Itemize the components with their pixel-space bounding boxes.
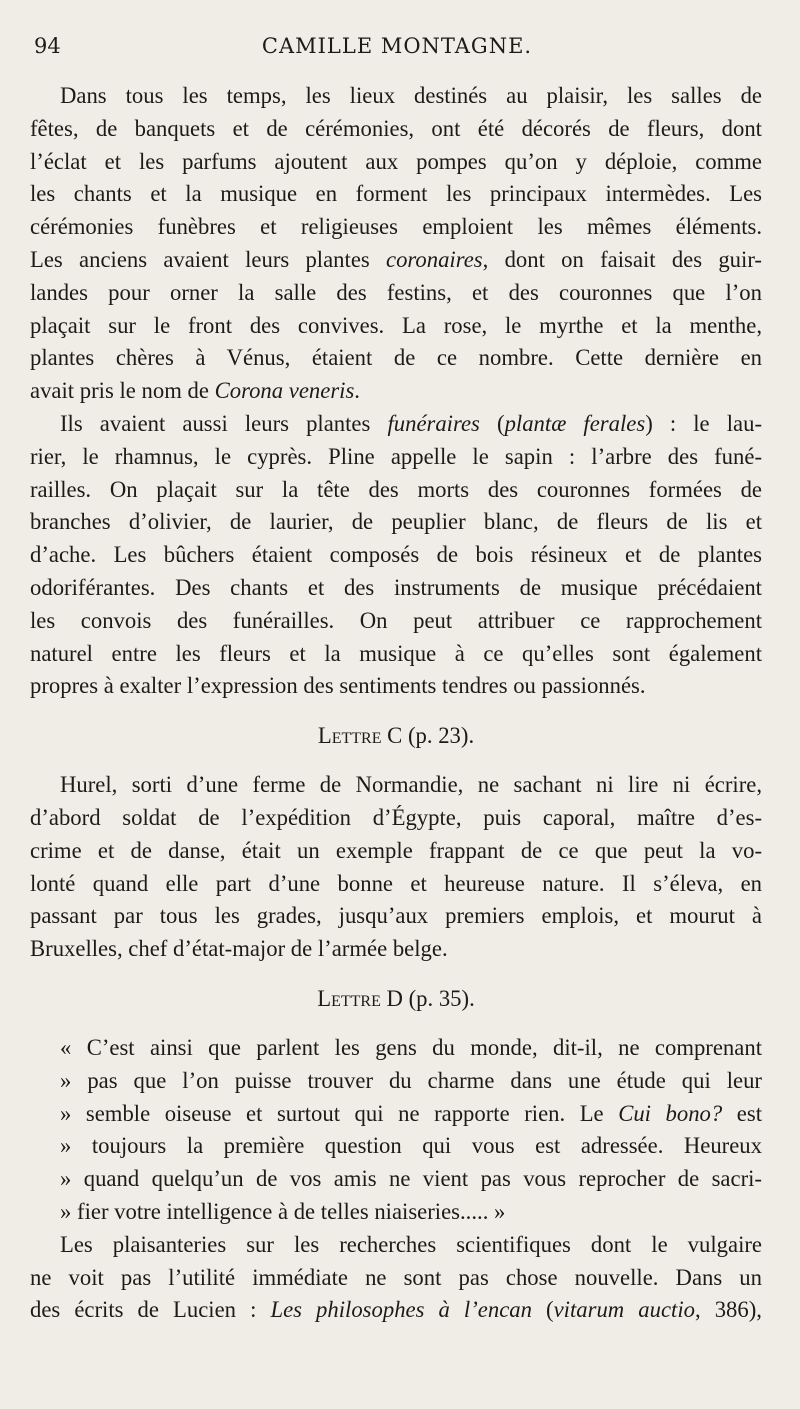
text-line bbox=[30, 375, 762, 408]
text-run: , 386), bbox=[694, 1297, 762, 1323]
text-line: « C’est ainsi que parlent les gens du monde, dit-il, ne comprenant bbox=[60, 1034, 762, 1060]
text-line: Les plaisanteries sur les recherches scientifiques dont le vulgaire bbox=[60, 1231, 762, 1257]
text-line: Hurel, sorti d’une ferme de Normandie, ne sachant ni lire ni écrire, bbox=[60, 772, 762, 798]
running-title: CAMILLE MONTAGNE. bbox=[261, 34, 533, 58]
text-line: » toujours la première question qui vous est adressée. Heureux bbox=[60, 1133, 762, 1159]
italic-term: coronaires bbox=[386, 246, 483, 272]
italic-term: Les philosophes à l’encan bbox=[270, 1297, 532, 1323]
text-line: landes pour orner la salle des festins, et des couronnes que l’on bbox=[30, 279, 762, 305]
section-label: Lettre bbox=[317, 985, 381, 1011]
section-ref: (p. 23). bbox=[407, 723, 475, 749]
italic-term: vitarum auctio bbox=[553, 1297, 695, 1323]
text-line: Dans tous les temps, les lieux destinés au plaisir, les salles de bbox=[60, 83, 762, 108]
text-run: . bbox=[354, 378, 360, 404]
italic-term: plantæ ferales bbox=[504, 410, 646, 436]
text-run: des écrits de Lucien : bbox=[30, 1297, 271, 1323]
text-run: , dont on faisait des guir- bbox=[482, 246, 762, 272]
text-run: ( bbox=[479, 410, 505, 436]
text-line: » pas que l’on puisse trouver du charme dans une étude qui leur bbox=[60, 1067, 762, 1093]
text-line: plantes chères à Vénus, étaient de ce nombre. Cette dernière en bbox=[30, 345, 762, 371]
text-line: les chants et la musique en forment les principaux intermèdes. Les bbox=[30, 181, 762, 207]
text-line: lonté quand elle part d’une bonne et heureuse nature. Il s’éleva, en bbox=[30, 870, 762, 896]
body-text bbox=[30, 80, 762, 1327]
text-line: l’éclat et les parfums ajoutent aux pompes qu’on y déploie, comme bbox=[30, 148, 762, 174]
text-line: plaçait sur le front des convives. La rose, le myrthe et la menthe, bbox=[30, 312, 762, 338]
text-line: » quand quelqu’un de vos amis ne vient pas vous reprocher de sacri- bbox=[60, 1166, 762, 1192]
section-letter: C bbox=[387, 723, 403, 749]
text-line: fêtes, de banquets et de cérémonies, ont été décorés de fleurs, dont bbox=[30, 115, 762, 141]
text-line: les convois des funérailles. On peut attribuer ce rapprochement bbox=[30, 607, 762, 633]
text-line: propres à exalter l’expression des sentiments tendres ou passionnés. bbox=[30, 673, 646, 699]
text-line: rier, le rhamnus, le cyprès. Pline appelle le sapin : l’arbre des funé- bbox=[30, 443, 762, 469]
section-label: Lettre bbox=[317, 723, 382, 749]
text-run: Ils avaient aussi leurs plantes bbox=[60, 410, 388, 436]
text-line bbox=[30, 1294, 762, 1327]
text-run: avait pris le nom de bbox=[30, 378, 215, 404]
italic-term: funéraires bbox=[387, 410, 480, 436]
text-run: » semble oiseuse et surtout qui ne rapporte rien. Le bbox=[60, 1100, 619, 1126]
italic-term: Cui bono? bbox=[618, 1100, 723, 1126]
italic-term: Corona veneris bbox=[214, 378, 355, 404]
section-heading-c bbox=[30, 703, 762, 769]
text-line: crime et de danse, était un exemple frappant de ce que peut la vo- bbox=[30, 837, 762, 863]
text-run: Les anciens avaient leurs plantes bbox=[30, 246, 386, 272]
text-line: Bruxelles, chef d’état-major de l’armée belge. bbox=[30, 936, 448, 962]
text-line: odoriférantes. Des chants et des instruments de musique précédaient bbox=[30, 574, 762, 600]
text-line: d’abord soldat de l’expédition d’Égypte, puis caporal, maître d’es- bbox=[30, 804, 762, 830]
text-line: branches d’olivier, de laurier, de peuplier blanc, de fleurs de lis et bbox=[30, 509, 762, 535]
text-run: ( bbox=[531, 1297, 554, 1323]
text-line bbox=[30, 1098, 762, 1131]
text-run: ) : le lau- bbox=[645, 410, 762, 436]
text-line: ne voit pas l’utilité immédiate ne sont pas chose nouvelle. Dans un bbox=[30, 1264, 762, 1290]
section-heading-d bbox=[30, 966, 762, 1032]
text-line bbox=[30, 244, 762, 277]
text-line: cérémonies funèbres et religieuses emploient les mêmes éléments. bbox=[30, 214, 762, 240]
page-number: 94 bbox=[34, 34, 61, 58]
text-line: passant par tous les grades, jusqu’aux premiers emplois, et mourut à bbox=[30, 903, 762, 929]
text-line bbox=[30, 408, 762, 441]
text-line: d’ache. Les bûchers étaient composés de bois résineux et de plantes bbox=[30, 542, 762, 568]
text-run: est bbox=[722, 1100, 763, 1126]
text-line: railles. On plaçait sur la tête des morts des couronnes formées de bbox=[30, 476, 762, 502]
text-line: » fier votre intelligence à de telles niaiseries..... » bbox=[60, 1198, 506, 1224]
section-ref: (p. 35). bbox=[408, 985, 475, 1011]
text-line: naturel entre les fleurs et la musique à ce qu’elles sont également bbox=[30, 640, 762, 666]
section-letter: D bbox=[386, 985, 403, 1011]
running-header bbox=[34, 34, 760, 68]
